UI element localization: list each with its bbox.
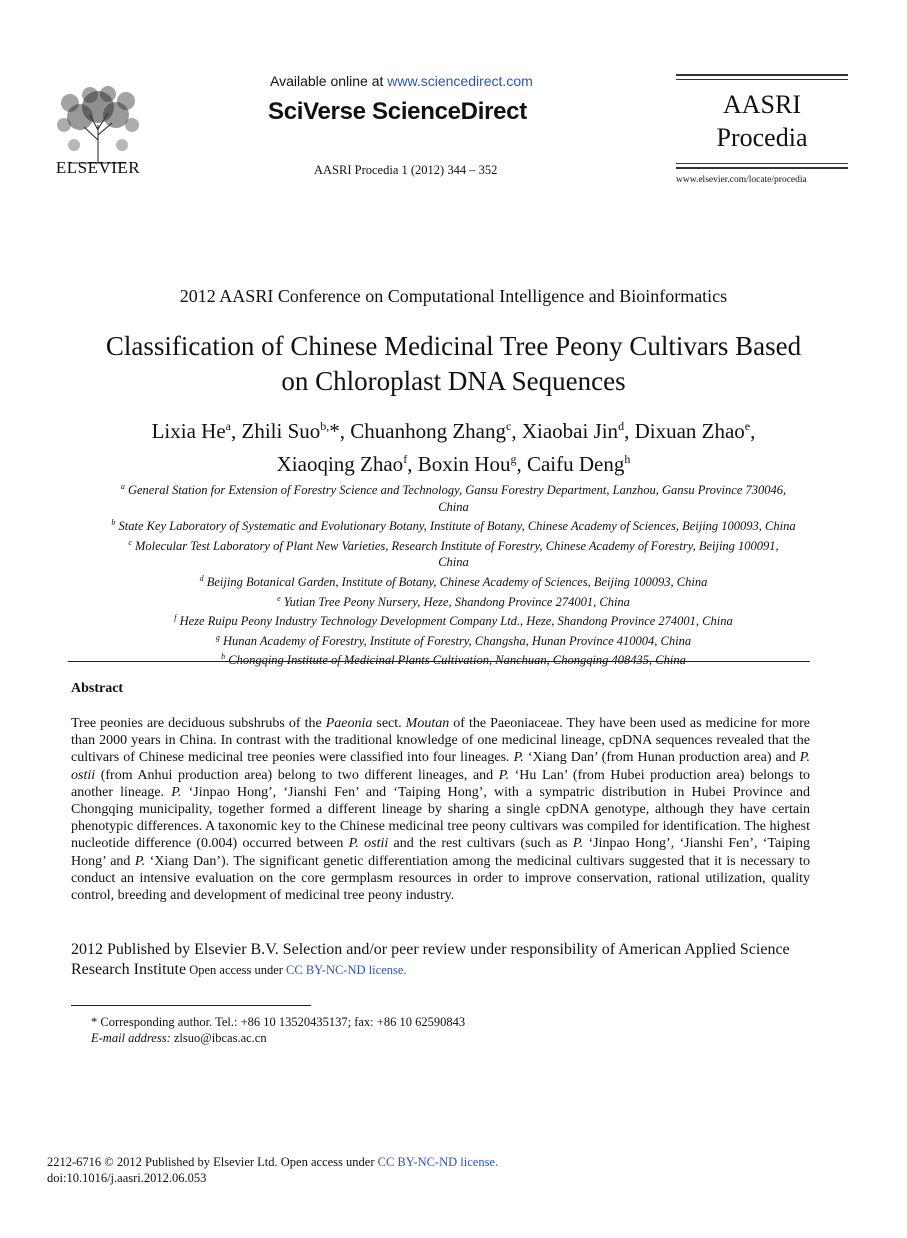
author-line-1 [60, 412, 847, 445]
abstract-italic: P. ostii [348, 836, 389, 852]
publication-statement [71, 940, 810, 980]
author-line-2 [60, 445, 847, 478]
author-affil-mark: g [510, 452, 517, 466]
abstract-italic: P. [572, 836, 584, 852]
journal-rule-bottom-thin [676, 163, 848, 164]
journal-name-line2: Procedia [716, 123, 808, 152]
corresponding-author: * Corresponding author. Tel.: +86 10 13520435137; fax: +86 10 62590843 [91, 1015, 466, 1029]
section-divider [68, 661, 810, 662]
abstract-italic: Paeonia [325, 716, 373, 731]
author-name: Boxin Hou [417, 452, 511, 476]
copyright-text: 2212-6716 © 2012 Published by Elsevier Ltd. Open access under [47, 1155, 378, 1169]
affiliation-key: a [120, 482, 125, 491]
abstract-text [71, 715, 810, 904]
affiliation-item [70, 515, 837, 535]
abstract-run: and the rest cultivars (such as [388, 836, 573, 852]
open-access-prefix: Open access under [186, 963, 287, 977]
affiliation-key: b [111, 518, 116, 528]
affiliation-item [70, 479, 837, 499]
available-online-line [270, 73, 533, 89]
abstract-run: ‘Hu Lan’ (from Hubei production area) belongs to another lineage. [71, 767, 810, 800]
author-affil-mark: f [403, 452, 408, 466]
copyright-line [47, 1154, 498, 1170]
footnote [91, 1014, 465, 1046]
affiliation-item [70, 571, 837, 591]
affiliation-text: Heze Ruipu Peony Industry Technology Development Company Ltd., Heze, Shandong Province 274001, China [179, 614, 733, 629]
affiliation-continuation: China [438, 555, 469, 570]
affiliation-item [70, 591, 837, 611]
author-list [60, 412, 847, 478]
title-line-2: on Chloroplast DNA Sequences [281, 366, 626, 396]
abstract-run: ‘Jinpao Hong’, ‘Jianshi Fen’ and ‘Taiping Hong’, with a sympatric distribution in Hubei Province and Chongqing municipality, together formed a different lineage by sharing a single cpDNA genotype, although they have certain phenotypic differences. A taxonomic key to the Chinese medicinal tree peony cultivars was compiled for identification. The highest nucleotide difference (0.004) occurred between [71, 784, 810, 852]
abstract-run: sect. [372, 716, 406, 731]
author-affil-mark: e [744, 419, 751, 433]
affiliation-text: Beijing Botanical Garden, Institute of Botany, Chinese Academy of Sciences, Beijing 100093, China [206, 574, 708, 589]
affiliation-item [70, 610, 837, 630]
journal-name-line1: AASRI [722, 90, 801, 119]
abstract-italic: P. [134, 853, 146, 869]
author-affil-mark: d [618, 419, 625, 433]
footnote-rule [71, 1005, 311, 1006]
affiliation-item [70, 649, 837, 669]
abstract-run: ‘Xiang Dan’ (from Hunan production area) and [523, 750, 800, 766]
abstract-italic: P. [171, 784, 182, 800]
author-affil-mark: h [624, 452, 631, 466]
journal-url: www.elsevier.com/locate/procedia [676, 175, 807, 185]
journal-rule-top [676, 74, 848, 76]
author-name: Zhili Suo [241, 419, 321, 443]
paper-title [60, 329, 847, 399]
affiliation-key: c [128, 537, 132, 547]
doi[interactable]: doi:10.1016/j.aasri.2012.06.053 [47, 1171, 207, 1185]
abstract-run: ‘Xiang Dan’). The significant genetic differentiation among the medicinal cultivars suggested that it is necessary to conduct an intensive evaluation on the core germplasm resources in order to improve conservation, rational utilization, quality control, breeding and development of medicinal tree peony industry. [71, 853, 811, 904]
author-separator: *, [329, 419, 351, 443]
affiliation-key: h [221, 652, 226, 662]
abstract-heading: Abstract [71, 681, 124, 696]
abstract-run: of the Paeoniaceae. They have been used as medicine for more than 2000 years in China. In contrast with the traditional knowledge of one medicinal lineage, cpDNA sequences revealed that the cultivars of Chinese medicinal tree peonies were classified into four lineages. [71, 716, 811, 766]
affiliation-key: f [174, 613, 177, 623]
affiliation-list [70, 479, 837, 669]
abstract-italic: P. [513, 750, 524, 766]
email-line [91, 1030, 465, 1046]
copyright-block [47, 1154, 498, 1186]
author-separator: , [624, 419, 635, 443]
author-name: Xiaobai Jin [521, 419, 619, 443]
license-link[interactable]: CC BY-NC-ND license. [286, 963, 407, 977]
affiliation-key: e [277, 593, 281, 603]
journal-rule-bottom [676, 167, 848, 169]
affiliation-text: Molecular Test Laboratory of Plant New Varieties, Research Institute of Forestry, Chinese Academy of Forestry, Beijing 100091, [135, 538, 779, 553]
title-line-1: Classification of Chinese Medicinal Tree Peony Cultivars Based [105, 331, 802, 361]
abstract-italic: Moutan [405, 716, 450, 731]
available-prefix: Available online at [270, 73, 388, 89]
affiliation-text: Hunan Academy of Forestry, Institute of Forestry, Changsha, Hunan Province 410004, China [222, 633, 692, 648]
publisher-wordmark: ELSEVIER [55, 158, 141, 177]
author-separator: , [750, 419, 756, 443]
journal-rule-top-thin [676, 79, 848, 80]
abstract-run: Tree peonies are deciduous subshrubs of the [71, 716, 326, 731]
affiliation-text: Yutian Tree Peony Nursery, Heze, Shandong Province 274001, China [283, 594, 630, 609]
affiliation-key: g [215, 632, 220, 642]
author-separator: , [231, 419, 242, 443]
author-name: Caifu Deng [526, 452, 625, 476]
platform-logo-text: SciVerse ScienceDirect [268, 98, 527, 125]
author-name: Chuanhong Zhang [350, 419, 506, 443]
abstract-italic: P. ostii [71, 750, 810, 783]
affiliation-key: d [199, 573, 204, 583]
affiliation-text: State Key Laboratory of Systematic and Evolutionary Botany, Institute of Botany, Chinese Academy of Sciences, Beijing 100093, China [118, 519, 796, 534]
conference-name: 2012 AASRI Conference on Computational Intelligence and Bioinformatics [179, 286, 728, 306]
author-affil-mark: a [225, 419, 231, 433]
abstract-run: (from Anhui production area) belong to two different lineages, and [95, 767, 499, 783]
affiliation-item [70, 535, 837, 555]
email-label: E-mail address: [91, 1031, 171, 1045]
journal-reference: AASRI Procedia 1 (2012) 344 – 352 [314, 163, 498, 177]
affiliation-text: General Station for Extension of Forestry Science and Technology, Gansu Forestry Department, Lanzhou, Gansu Province 730046, [127, 483, 787, 497]
author-separator: , [407, 452, 418, 476]
author-separator: , [516, 452, 527, 476]
license-link-bottom[interactable]: CC BY-NC-ND license. [377, 1155, 499, 1169]
sciencedirect-link[interactable]: www.sciencedirect.com [387, 73, 533, 89]
affiliation-item [70, 630, 837, 650]
author-separator: , [511, 419, 522, 443]
affiliation-continuation: China [438, 499, 469, 514]
author-name: Xiaoqing Zhao [276, 452, 404, 476]
publication-text: 2012 Published by Elsevier B.V. Selection and/or peer review under responsibility of American Applied Science Research Institute [71, 941, 790, 978]
email-address[interactable]: zlsuo@ibcas.ac.cn [170, 1031, 267, 1045]
author-affil-mark: b, [320, 419, 330, 433]
author-affil-mark: c [506, 419, 512, 433]
abstract-run: ‘Jinpao Hong’, ‘Jianshi Fen’, ‘Taiping Hong’ and [71, 836, 810, 869]
affiliation-text: Chongqing Institute of Medicinal Plants Cultivation, Nanchuan, Chongqing 408435, China [228, 653, 686, 668]
author-name: Dixuan Zhao [634, 419, 745, 443]
abstract-italic: P. [498, 767, 510, 783]
author-name: Lixia He [151, 419, 226, 443]
